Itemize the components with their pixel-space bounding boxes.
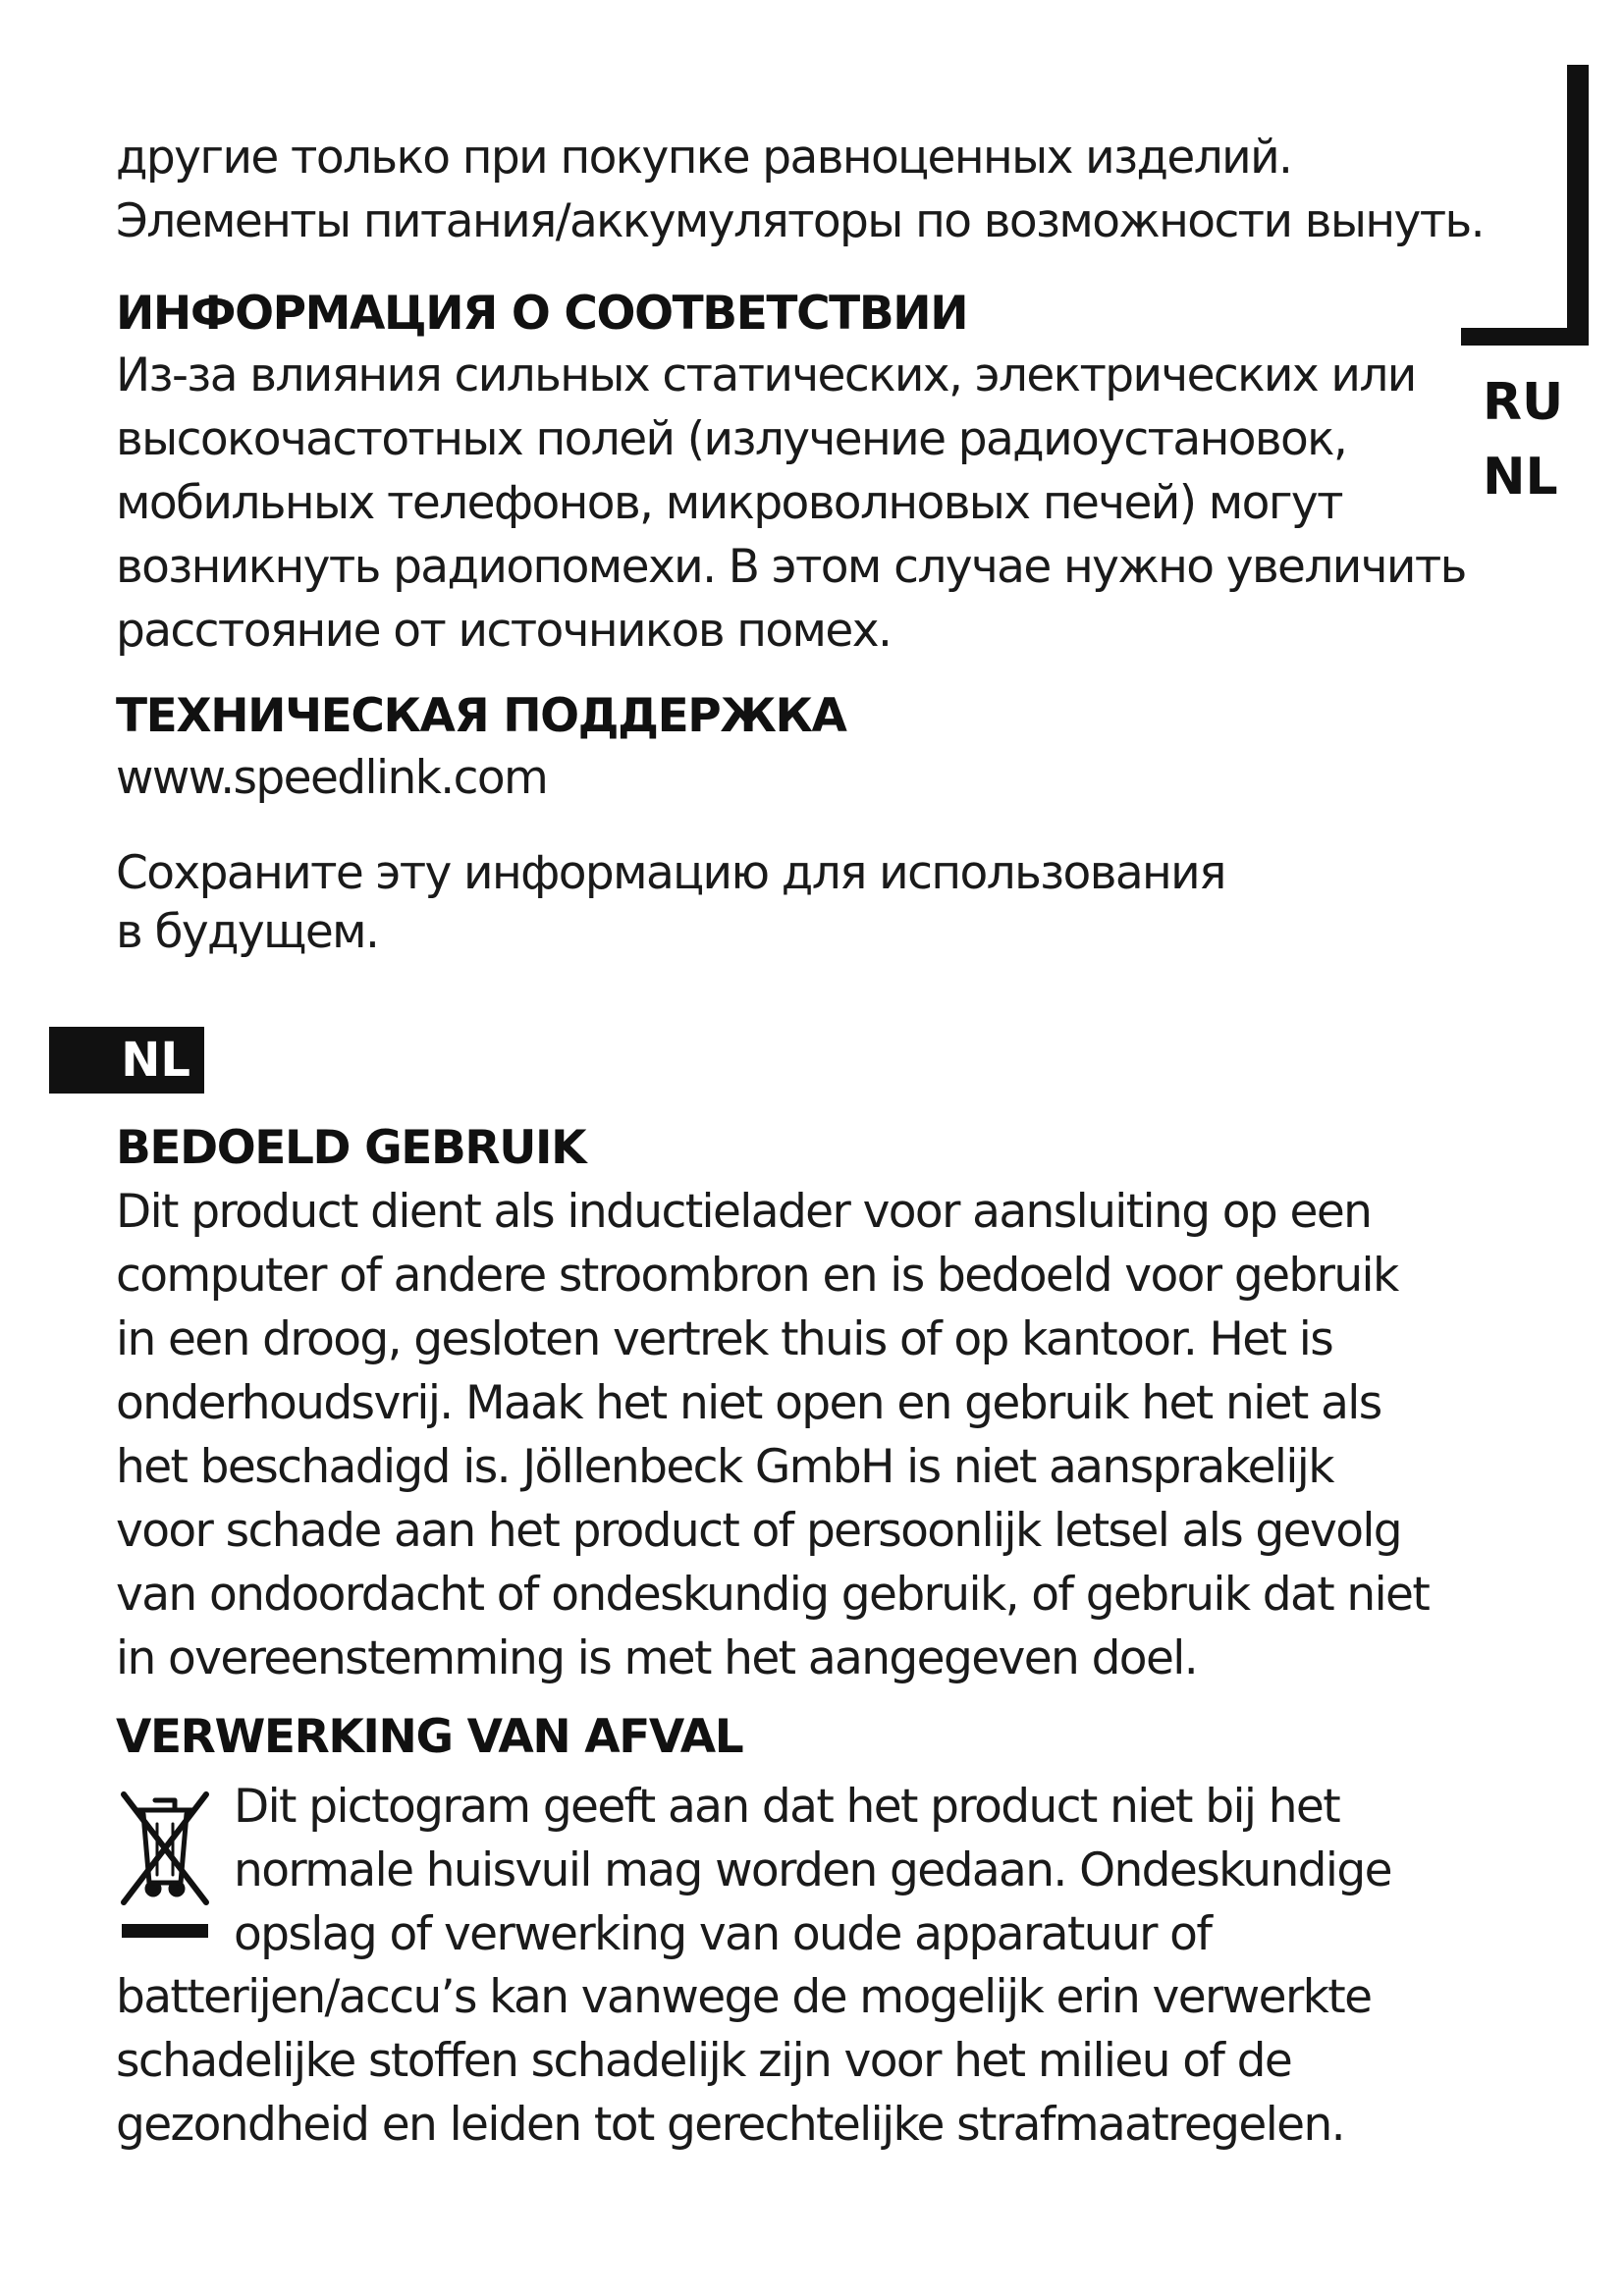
text-line: расстояние от источников помех. [116,604,892,658]
text-line: opslag of verwerking van oude apparatuur of [234,1907,1212,1961]
text-line: другие только при покупке равноценных изделий. [116,131,1292,185]
tab-marker-vertical-bar [1567,65,1589,346]
nl-disposal-text-beside-icon [234,1775,1391,1966]
text-line: het beschadigd is. Jöllenbeck GmbH is niet aansprakelijk [116,1440,1333,1494]
text-line: in een droog, gesloten vertrek thuis of op kantoor. Het is [116,1312,1333,1366]
section-heading: ИНФОРМАЦИЯ О СООТВЕТСТВИИ [116,287,968,341]
ru-keep-info [116,844,1432,962]
nl-disposal-text-below-icon [116,1965,1371,2157]
text-line: высокочастотных полей (излучение радиоустановок, [116,412,1347,466]
text-line: in overeenstemming is met het aangegeven doel. [116,1631,1198,1685]
language-index-nl: NL [1483,448,1558,507]
text-line: Сохраните эту информацию для использования [116,846,1225,900]
nl-intended-use-section [116,1119,1432,1690]
language-index [1483,365,1600,514]
tab-marker-horizontal-bar [1461,328,1589,346]
text-line: Dit pictogram geeft aan dat het product niet bij het [234,1780,1340,1834]
text-line: Из-за влияния сильных статических, электрических или [116,348,1416,402]
text-line: Элементы питания/аккумуляторы по возможности вынуть. [116,194,1484,248]
text-line: мобильных телефонов, микроволновых печей) могут [116,476,1342,530]
weee-crossed-bin-icon [116,1787,214,1944]
section-heading: ТЕХНИЧЕСКАЯ ПОДДЕРЖКА [116,689,846,743]
text-line: в будущем. [116,905,379,959]
section-language-badge: NL [49,1027,204,1094]
text-line: onderhoudsvrij. Maak het niet open en gebruik het niet als [116,1376,1381,1430]
section-heading: VERWERKING VAN AFVAL [116,1710,743,1764]
text-line: batterijen/accu’s kan vanwege de mogelijk erin verwerkte [116,1970,1372,2024]
text-line: возникнуть радиопомехи. В этом случае нужно увеличить [116,540,1466,594]
ru-support-section [116,687,1432,810]
ru-disposal-continued [116,126,1484,253]
text-line: voor schade aan het product of persoonlijk letsel als gevolg [116,1504,1402,1558]
text-line: van ondoordacht of ondeskundig gebruik, of gebruik dat niet [116,1568,1430,1622]
text-line: normale huisvuil mag worden gedaan. Ondeskundige [234,1843,1391,1897]
nl-disposal-section [116,1708,1432,1767]
section-heading: BEDOELD GEBRUIK [116,1121,586,1175]
text-line: Dit product dient als inductielader voor aansluiting op een [116,1185,1372,1239]
text-line: gezondheid en leiden tot gerechtelijke strafmaatregelen. [116,2098,1345,2152]
text-line: computer of andere stroombron en is bedoeld voor gebruik [116,1249,1398,1303]
support-url: www.speedlink.com [116,751,548,805]
language-index-ru: RU [1483,373,1564,432]
text-line: schadelijke stoffen schadelijk zijn voor het milieu of de [116,2034,1292,2088]
ru-conformity-section [116,285,1466,663]
